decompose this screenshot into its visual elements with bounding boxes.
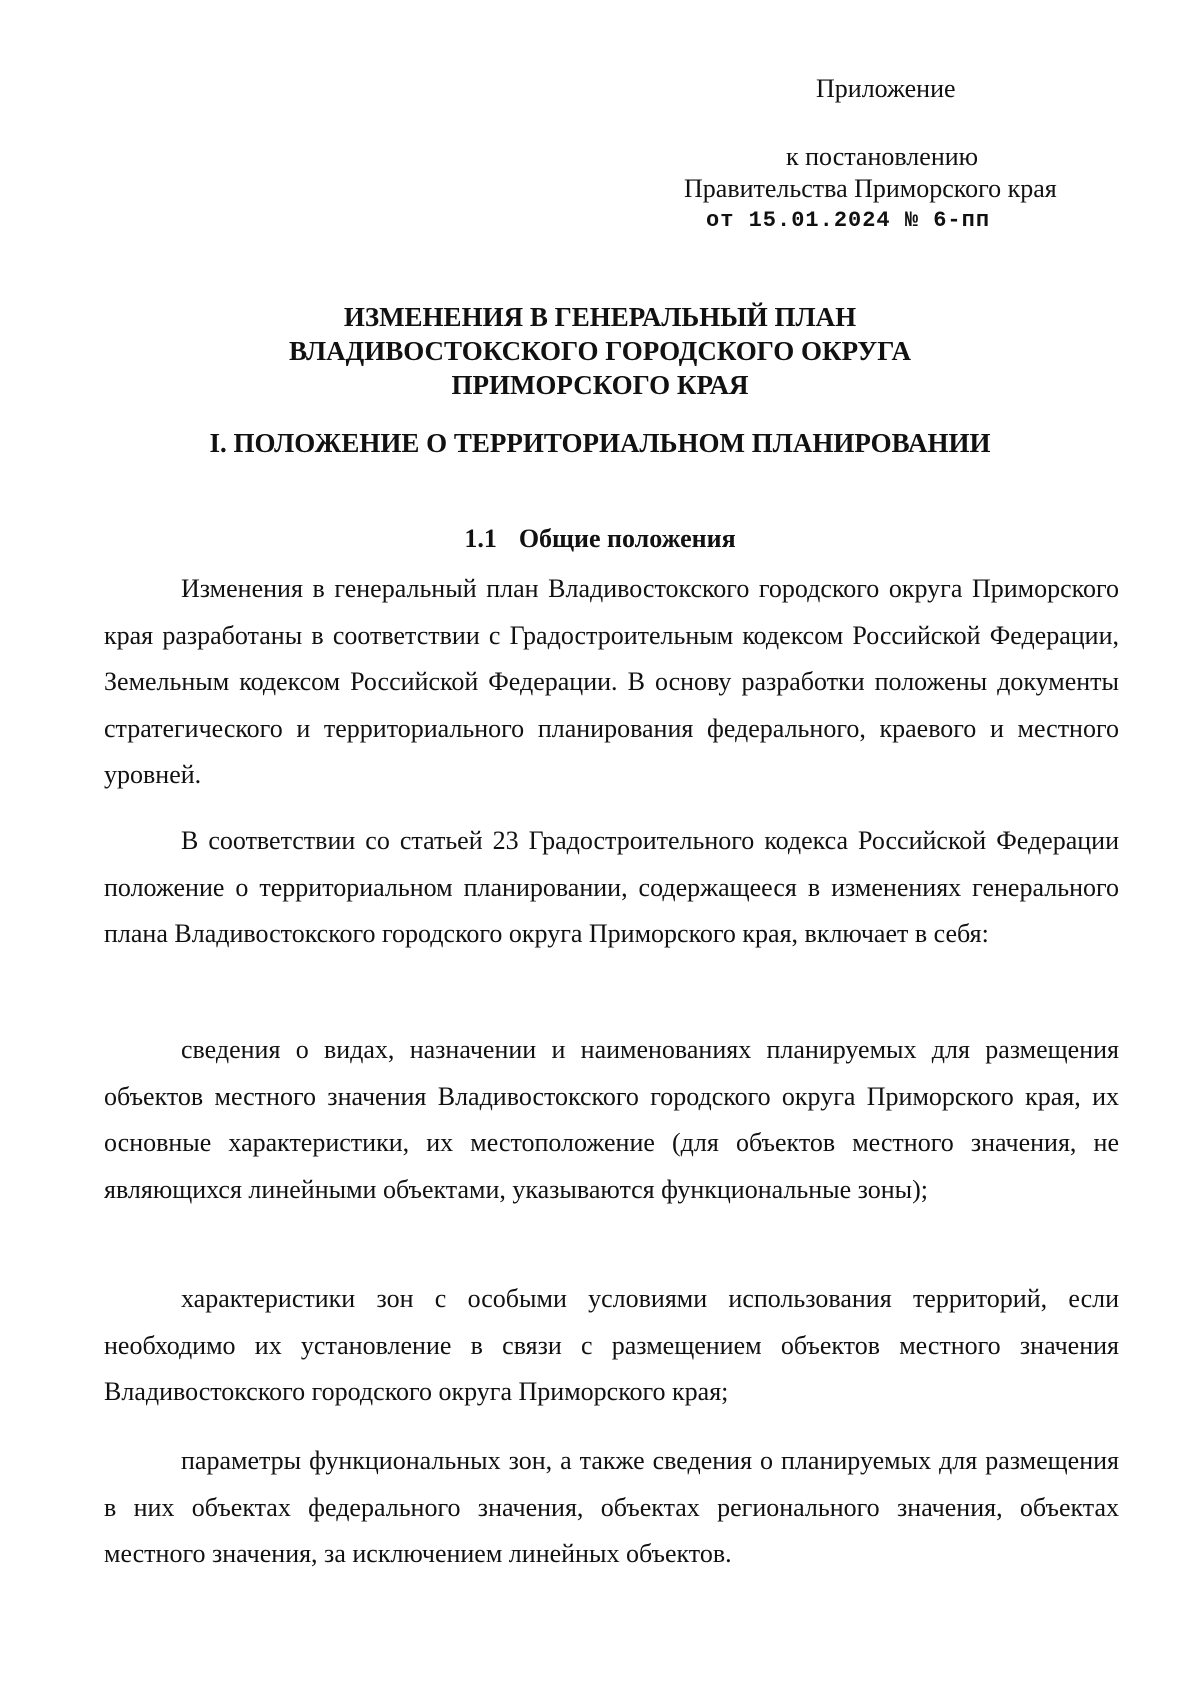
paragraph-article-23: В соответствии со статьей 23 Градостроительного кодекса Российской Федерации положение о территориальном планировании, содержащееся в изменениях генерального плана Владивостокского городского округа Приморского края, включает в себя: (104, 826, 1119, 948)
resolution-date-number: от 15.01.2024 № 6-пп (706, 208, 991, 233)
government-name: Правительства Приморского края (684, 174, 1057, 203)
paragraph-local-objects: сведения о видах, назначении и наименованиях планируемых для размещения объектов местного значения Владивостокского городского округа Приморского края, их основные характеристики, их местоположение (для объектов местного значения, не являющихся линейными объектами, указываются функциональные зоны); (104, 1035, 1119, 1204)
title-line-2: ВЛАДИВОСТОКСКОГО ГОРОДСКОГО ОКРУГА (289, 336, 911, 366)
paragraph-general-provisions: Изменения в генеральный план Владивостокского городского округа Приморского края разработаны в соответствии с Градостроительным кодексом Российской Федерации, Земельным кодексом Российской Федерации. В основу разработки положены документы стратегического и территориального планирования федерального, краевого и местного уровней. (104, 574, 1119, 789)
document-title (100, 300, 1100, 402)
appendix-label: Приложение (816, 74, 956, 103)
title-line-3: ПРИМОРСКОГО КРАЯ (451, 370, 749, 400)
resolution-reference: к постановлению (786, 142, 979, 171)
title-line-1: ИЗМЕНЕНИЯ В ГЕНЕРАЛЬНЫЙ ПЛАН (343, 302, 857, 332)
section-heading: I. ПОЛОЖЕНИЕ О ТЕРРИТОРИАЛЬНОМ ПЛАНИРОВАНИИ (209, 428, 991, 458)
paragraph-functional-zones: параметры функциональных зон, а также сведения о планируемых для размещения в них объектах федерального значения, объектах регионального значения, объектах местного значения, за исключением линейных объектов. (104, 1446, 1119, 1568)
paragraph-special-zones: характеристики зон с особыми условиями использования территорий, если необходимо их установление в связи с размещением объектов местного значения Владивостокского городского округа Приморского края; (104, 1284, 1119, 1406)
subsection-title: Общие положения (518, 524, 736, 553)
subsection-number: 1.1 (464, 524, 497, 553)
subsection-heading (100, 524, 1100, 554)
